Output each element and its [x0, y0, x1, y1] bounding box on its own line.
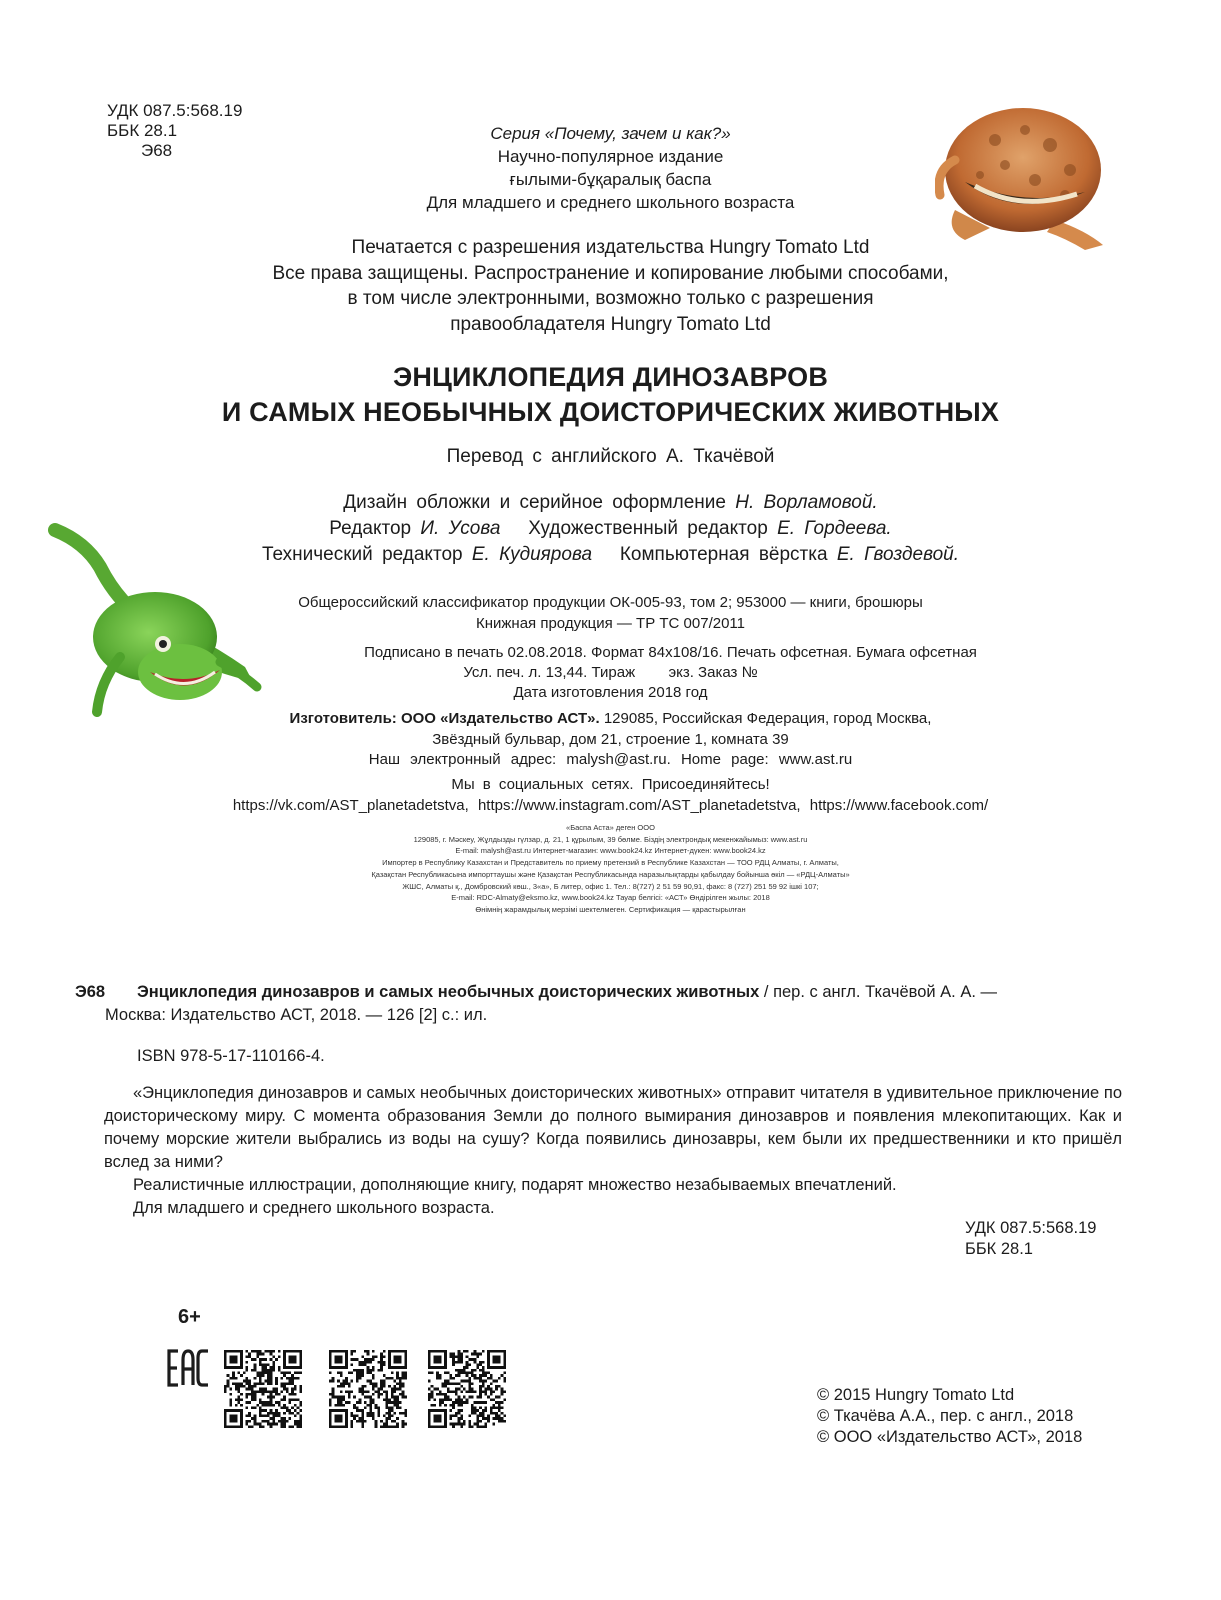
- fine-print-line: Қазақстан Республикасына импорттаушы және Қазақстан Республикасында наразылықтарды қабылдау бойынша өкіл — «РДЦ-Алматы»: [371, 869, 850, 879]
- annotation: [104, 1082, 1122, 1220]
- edition-type-kz: ғылыми-бұқаралық баспа: [509, 170, 712, 189]
- qr-code-facebook: [428, 1350, 506, 1428]
- print-line-1: Подписано в печать 02.08.2018. Формат 84х108/16. Печать офсетная. Бумага офсетная: [364, 644, 977, 661]
- social-line-1: Мы в социальных сетях. Присоединяйтесь!: [451, 776, 770, 793]
- edition-type: Научно-популярное издание: [497, 147, 724, 166]
- copyright-line-2: © Ткачёва А.А., пер. с англ., 2018: [817, 1407, 1074, 1425]
- art-editor-name: Е. Гордеева.: [777, 518, 892, 539]
- bibliographic-entry: [75, 981, 1125, 1027]
- social-links: https://vk.com/AST_planetadetstva, https://www.instagram.com/AST_planetadetstva, https://www.facebook.com/: [232, 796, 989, 814]
- print-line-3: Дата изготовления 2018 год: [513, 684, 708, 701]
- layout-label: Компьютерная вёрстка: [619, 544, 828, 565]
- eac-mark-icon: [166, 1348, 210, 1388]
- classifier-line-1: Общероссийский классификатор продукции ОК-005-93, том 2; 953000 — книги, брошюры: [298, 594, 923, 611]
- translation-credit: Перевод с английского А. Ткачёвой: [446, 446, 775, 467]
- fine-print-line: «Баспа Аста» деген ООО: [566, 823, 655, 832]
- biblio-title: Энциклопедия динозавров и самых необычных доисторических животных: [137, 983, 760, 1001]
- fine-print-line: Өнімнің жарамдылық мерзімі шектелмеген. Сертификация — қарастырылған: [475, 904, 746, 914]
- qr-code-instagram: [329, 1350, 407, 1428]
- copyright-line-3: © ООО «Издательство АСТ», 2018: [817, 1428, 1083, 1446]
- design-label: Дизайн обложки и серийное оформление: [343, 492, 726, 513]
- classifier-block: [0, 592, 1221, 634]
- qr-code-vk: [224, 1350, 302, 1428]
- fine-print-line: 129085, г. Мәскеу, Жұлдызды гүлзар, д. 21, 1 құрылым, 39 бөлме. Біздің электрондық мекенжайымыз: www.ast.ru: [413, 834, 808, 844]
- manufacturer-line-1: [0, 709, 1221, 730]
- annotation-paragraph-1: «Энциклопедия динозавров и самых необычных доисторических животных» отправит читателя в удивительное приключение по доисторическому миру. С момента образования Земли до полного вымирания динозавров и появления млекопитающих. Как и почему морские жители выбрались из воды на сушу? Когда появились динозавры, кем были их предшественники и кто пришёл вслед за ними?: [104, 1084, 1122, 1171]
- toad-illustration: [935, 100, 1110, 255]
- author-mark: Э68: [141, 141, 173, 160]
- udk-code: УДК 087.5:568.19: [107, 101, 243, 120]
- manufacturer-address-2: Звёздный бульвар, дом 21, строение 1, комната 39: [432, 730, 789, 748]
- permission-line-4: правообладателя Hungry Tomato Ltd: [450, 313, 771, 335]
- design-name: Н. Ворламовой.: [735, 492, 878, 513]
- editor-label: Редактор: [329, 518, 412, 539]
- manufacturer-label: Изготовитель: ООО «Издательство АСТ».: [289, 710, 600, 727]
- biblio-author-mark: Э68: [75, 983, 106, 1001]
- permission-block: [0, 235, 1221, 337]
- biblio-line-2: Москва: Издательство АСТ, 2018. — 126 [2] с.: ил.: [105, 1006, 488, 1024]
- manufacturer-block: [0, 709, 1221, 771]
- copyright-block: [817, 1385, 1082, 1448]
- annotation-paragraph-2: Реалистичные иллюстрации, дополняющие книгу, подарят множество незабываемых впечатлений.: [133, 1176, 897, 1194]
- manufacturer-address-1: 129085, Российская Федерация, город Москва,: [599, 710, 932, 727]
- art-editor-label: Художественный редактор: [528, 518, 768, 539]
- tech-editor-label: Технический редактор: [261, 544, 463, 565]
- bbk-code: ББК 28.1: [107, 121, 178, 140]
- permission-line-1: Печатается с разрешения издательства Hungry Tomato Ltd: [351, 237, 870, 258]
- age-rating: 6+: [178, 1306, 201, 1328]
- permission-line-2: Все права защищены. Распространение и копирование любыми способами,: [272, 262, 949, 284]
- social-block: [0, 775, 1221, 816]
- print-info: [0, 643, 1221, 703]
- fine-print-line: E-mail: RDC-Almaty@eksmo.kz, www.book24.kz Тауар белгісі: «АСТ» Өндірілген жылы: 2018: [451, 893, 770, 903]
- fine-print-line: ЖШС, Алматы қ., Домбровский көш., 3«а», Б литер, офис 1. Тел.: 8(727) 2 51 59 90,91, факс: 8 (727) 251 59 92 ішкі 107;: [402, 881, 819, 891]
- series-name: Серия «Почему, зачем и как?»: [490, 124, 731, 143]
- biblio-line-1: [137, 981, 1125, 1004]
- title-line-2: И САМЫХ НЕОБЫЧНЫХ ДОИСТОРИЧЕСКИХ ЖИВОТНЫХ: [221, 397, 1000, 427]
- footer-udk: УДК 087.5:568.19: [965, 1219, 1097, 1237]
- print-line-2: Усл. печ. л. 13,44. Тираж экз. Заказ №: [463, 664, 758, 681]
- footer-codes: [965, 1218, 1096, 1260]
- editor-name: И. Усова: [420, 518, 501, 539]
- permission-line-3: в том числе электронными, возможно только с разрешения: [347, 288, 874, 309]
- age-note: Для младшего и среднего школьного возраста: [426, 193, 795, 212]
- layout-name: Е. Гвоздевой.: [836, 544, 960, 565]
- copyright-line-1: © 2015 Hungry Tomato Ltd: [817, 1386, 1015, 1404]
- fine-print-block: [0, 822, 1221, 916]
- biblio-rest: / пер. с англ. Ткачёвой А. А. —: [759, 983, 998, 1001]
- title-line-1: ЭНЦИКЛОПЕДИЯ ДИНОЗАВРОВ: [392, 362, 829, 392]
- footer-bbk: ББК 28.1: [965, 1240, 1033, 1258]
- fine-print-line: Импортер в Республику Казахстан и Представитель по приему претензий в Республике Казахстан — ТОО РДЦ Алматы, г. Алматы,: [382, 858, 839, 868]
- annotation-paragraph-3: Для младшего и среднего школьного возраста.: [133, 1199, 495, 1217]
- tech-editor-name: Е. Кудиярова: [471, 544, 593, 565]
- book-title: [0, 360, 1221, 430]
- manufacturer-contacts: Наш электронный адрес: malysh@ast.ru. Home page: www.ast.ru: [368, 751, 853, 768]
- credit-line-1: [0, 490, 1221, 516]
- fine-print-line: E-mail: malysh@ast.ru Интернет-магазин: www.book24.kz Интернет-дүкен: www.book24.kz: [455, 846, 766, 856]
- classifier-line-2: Книжная продукция — ТР ТС 007/2011: [475, 615, 746, 632]
- isbn: ISBN 978-5-17-110166-4.: [137, 1047, 325, 1065]
